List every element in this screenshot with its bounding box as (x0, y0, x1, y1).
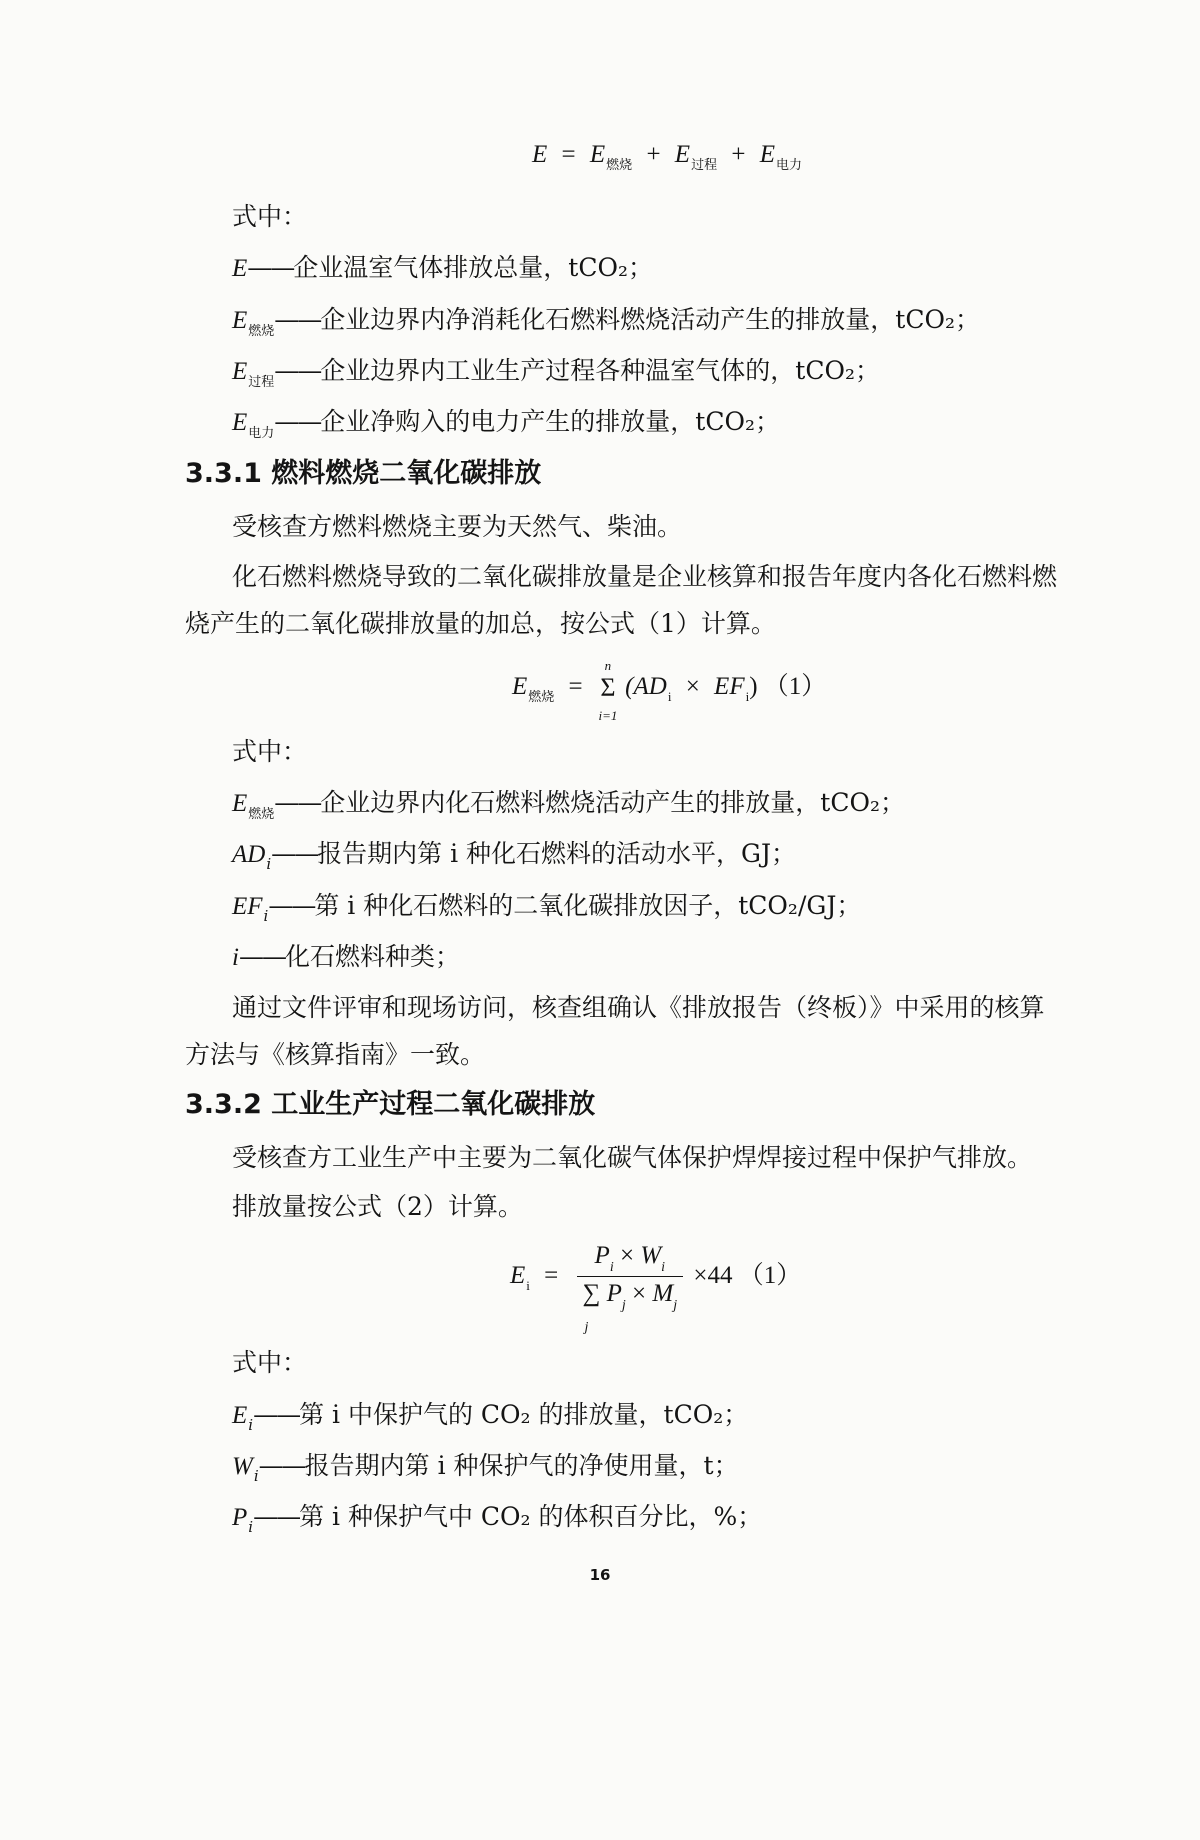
definition-text: 化石燃料种类； (284, 942, 460, 971)
definition-text: 企业边界内净消耗化石燃料燃烧活动产生的排放量，tCO₂； (320, 305, 980, 334)
paragraph-line: 排放量按公式（2）计算。 (232, 1192, 523, 1221)
definition-symbol: E (232, 1402, 248, 1429)
definition-symbol: W (232, 1453, 253, 1480)
where-label: 式中： (232, 1348, 308, 1377)
definition-text: 第 i 种化石燃料的二氧化碳排放因子，tCO₂/GJ； (314, 891, 862, 920)
formula-subscript: i (526, 1278, 530, 1294)
definition-line (232, 837, 1050, 874)
definition-line (232, 354, 1050, 393)
definition-line (232, 303, 1050, 342)
formula-term: W (640, 1242, 662, 1269)
formula-symbol: E (759, 141, 775, 168)
paragraph-line: 方法与《核算指南》一致。 (185, 1040, 486, 1069)
definition-symbol: E (232, 409, 248, 436)
formula-1 (512, 657, 827, 723)
summation (597, 657, 619, 723)
definition-symbol: P (232, 1504, 248, 1531)
fraction-denominator (577, 1277, 684, 1335)
paragraph-line: 受核查方燃料燃烧主要为天然气、柴油。 (232, 512, 683, 541)
formula-operator: × (632, 1280, 647, 1307)
formula-operator: × (619, 1242, 635, 1269)
definition-subscript: 燃烧 (248, 807, 275, 822)
definition-text: 第 i 中保护气的 CO₂ 的排放量，tCO₂； (299, 1400, 749, 1429)
definition-subscript: i (248, 1518, 254, 1536)
definition-text: 企业温室气体排放总量，tCO₂； (293, 253, 653, 282)
formula-subscript: i (609, 1260, 614, 1275)
formula-operator: = (544, 1262, 559, 1290)
definition-dash: —— (268, 891, 315, 920)
definition-subscript: 燃烧 (248, 324, 275, 339)
formula-subscript: 燃烧 (528, 689, 555, 704)
paragraph-line: 通过文件评审和现场访问，核查组确认《排放报告（终板）》中采用的核算 (232, 993, 1045, 1022)
definition-line (232, 940, 1050, 975)
definition-text: 企业边界内化石燃料燃烧活动产生的排放量，tCO₂； (320, 788, 905, 817)
formula-subscript: 过程 (691, 157, 718, 172)
formula-subscript: 燃烧 (606, 157, 633, 172)
sum-lower-limit: j (584, 1320, 589, 1335)
definition-dash: —— (253, 1502, 300, 1531)
formula-subscript: 电力 (775, 157, 802, 172)
definition-symbol: E (232, 255, 248, 282)
definition-dash: —— (247, 253, 294, 282)
formula-subscript: j (673, 1298, 678, 1313)
sum-symbol: Σ (600, 672, 616, 702)
fraction (577, 1240, 684, 1335)
formula-term: P (594, 1242, 610, 1269)
definition-line (232, 889, 1050, 926)
definition-dash: —— (271, 839, 318, 868)
formula-symbol: E (589, 141, 606, 168)
definition-text: 企业边界内工业生产过程各种温室气体的，tCO₂； (320, 356, 880, 385)
paragraph-line: 受核查方工业生产中主要为二氧化碳气体保护焊焊接过程中保护气排放。 (232, 1143, 1033, 1172)
definition-subscript: 电力 (248, 426, 275, 441)
formula-paren: ) (749, 673, 758, 700)
formula-symbol: E (510, 1262, 526, 1290)
definition-symbol: i (232, 944, 239, 971)
definition-symbol: EF (232, 893, 263, 920)
definition-line (232, 251, 1050, 286)
paragraph-line: 烧产生的二氧化碳排放量的加总，按公式（1）计算。 (185, 609, 776, 638)
definition-line (232, 1500, 1050, 1537)
formula-term: M (652, 1280, 674, 1307)
sum-lower-limit: i=1 (598, 707, 618, 723)
definition-dash: —— (253, 1400, 300, 1429)
definition-symbol: E (232, 358, 248, 385)
formula-subscript: j (621, 1298, 626, 1313)
definition-text: 报告期内第 i 种保护气的净使用量，t； (304, 1451, 739, 1480)
fraction-numerator (577, 1240, 684, 1277)
definition-subscript: i (248, 1416, 254, 1434)
formula-subscript: i (745, 689, 750, 704)
formula-symbol: E (512, 673, 528, 700)
definition-subscript: i (266, 855, 272, 873)
definition-dash: —— (274, 305, 321, 334)
definition-dash: —— (274, 788, 321, 817)
definition-text: 报告期内第 i 种化石燃料的活动水平，GJ； (317, 839, 797, 868)
formula-operator: = (561, 141, 576, 168)
paragraph-line: 化石燃料燃烧导致的二氧化碳排放量是企业核算和报告年度内各化石燃料燃 (232, 562, 1058, 591)
formula-term: ×44 (693, 1262, 733, 1290)
formula-operator: = (568, 673, 583, 700)
sum-symbol: ∑ (582, 1280, 601, 1307)
definition-line (232, 1398, 1050, 1435)
definition-subscript: i (263, 907, 269, 925)
formula-number: （1） (738, 1262, 802, 1290)
definition-line (232, 405, 1050, 444)
definition-symbol: AD (232, 841, 266, 868)
definition-subscript: 过程 (248, 375, 275, 390)
definition-symbol: E (232, 790, 248, 817)
formula-operator: + (646, 141, 661, 168)
formula-symbol: E (674, 141, 691, 168)
definition-subscript: i (253, 1467, 259, 1485)
where-label: 式中： (232, 737, 308, 766)
definition-text: 企业净购入的电力产生的排放量，tCO₂； (320, 407, 780, 436)
definition-line (232, 786, 1050, 825)
where-label: 式中： (232, 202, 308, 231)
formula-term: P (606, 1280, 622, 1307)
formula-subscript: i (661, 1260, 666, 1275)
formula-operator: × (685, 673, 700, 700)
formula-term: EF (714, 673, 745, 700)
formula-operator: + (731, 141, 746, 168)
section-heading: 3.3.2 工业生产过程二氧化碳排放 (185, 1089, 596, 1120)
definition-dash: —— (274, 356, 321, 385)
formula-2 (510, 1240, 802, 1335)
definition-symbol: E (232, 307, 248, 334)
formula-number: （1） (763, 673, 827, 700)
page-number: 16 (589, 1566, 611, 1584)
definition-dash: —— (238, 942, 285, 971)
section-heading: 3.3.1 燃料燃烧二氧化碳排放 (185, 458, 542, 489)
formula-main (532, 138, 802, 175)
definition-text: 第 i 种保护气中 CO₂ 的体积百分比，%； (299, 1502, 763, 1531)
definition-dash: —— (274, 407, 321, 436)
definition-line (232, 1449, 1050, 1486)
sum-upper-limit: n (604, 657, 612, 673)
formula-term: (AD (625, 673, 667, 700)
formula-symbol: E (532, 141, 548, 168)
formula-subscript: i (667, 689, 672, 704)
definition-dash: —— (258, 1451, 305, 1480)
